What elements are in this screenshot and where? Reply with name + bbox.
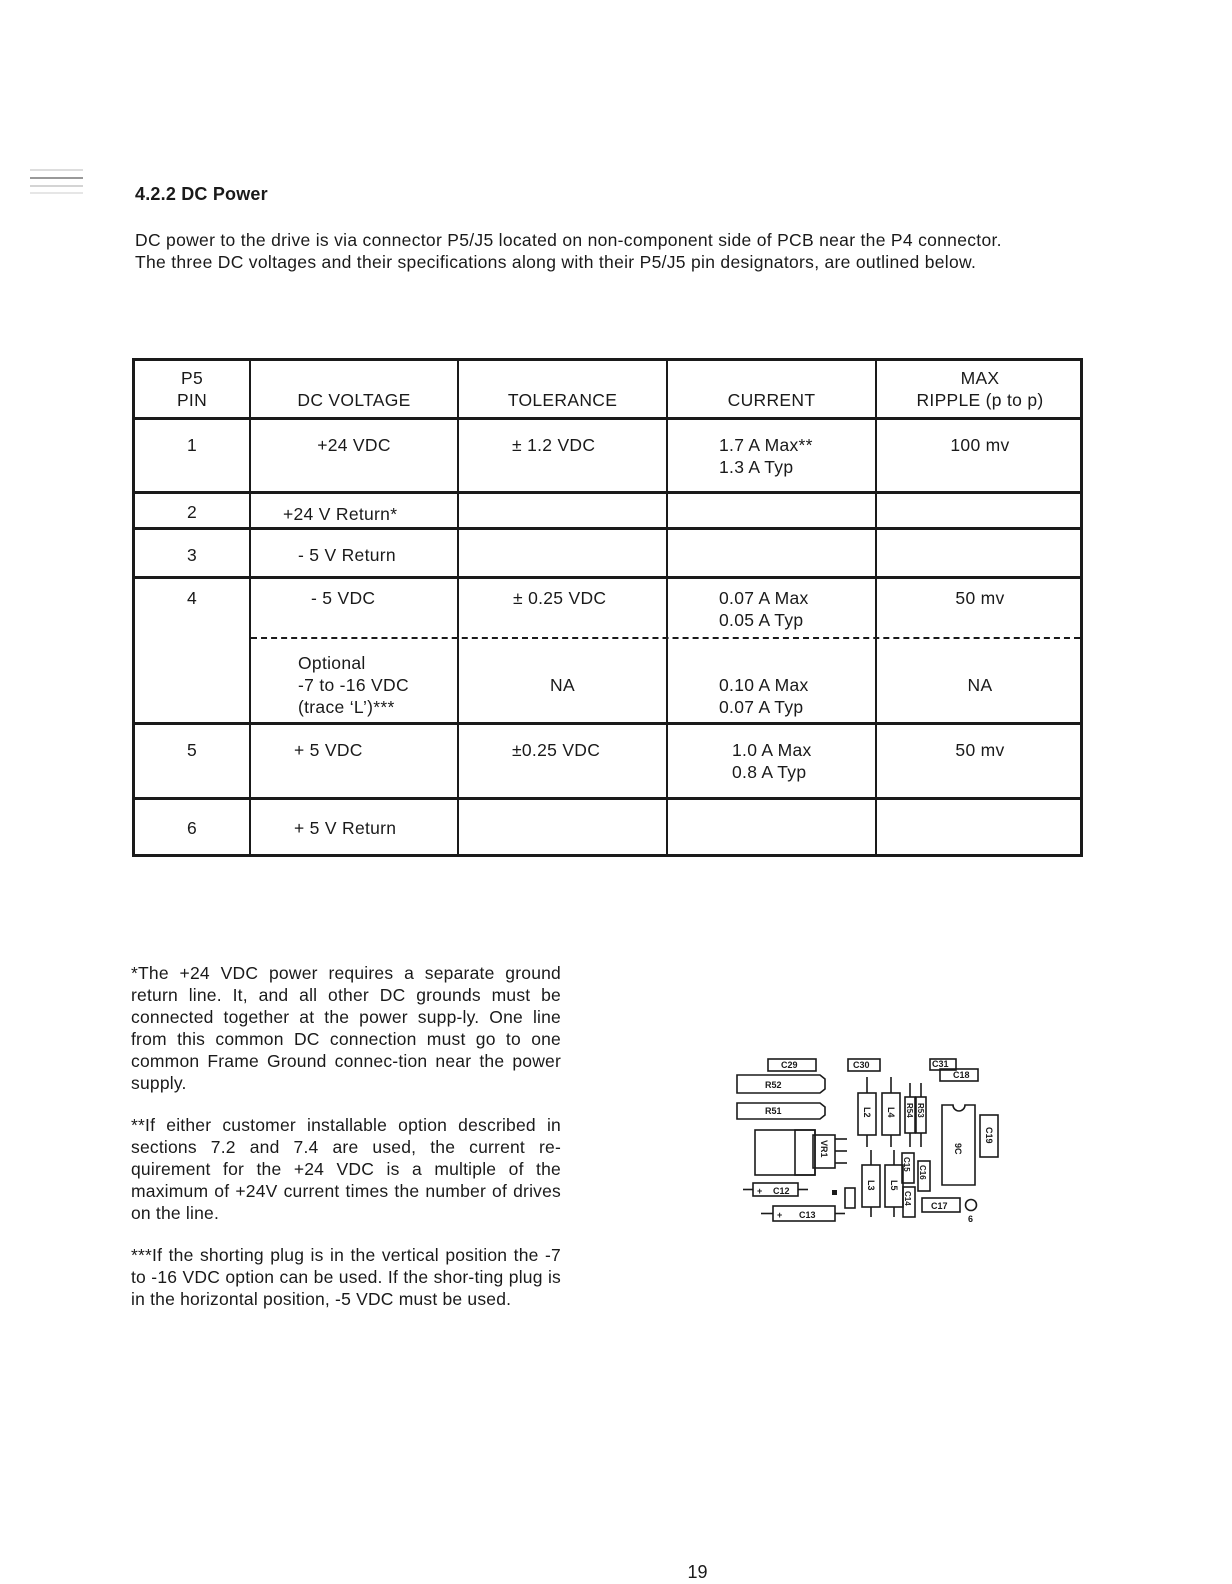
table-cell-tolerance: ±0.25 VDC [512, 740, 601, 760]
table-cell-voltage: +24 V Return* [283, 504, 398, 524]
row-divider [135, 491, 1080, 494]
header-ripple-line1: MAX [960, 368, 1000, 388]
current-typ: 1.3 A Typ [719, 457, 794, 477]
label-c15: C15 [902, 1157, 911, 1172]
dc-power-table [132, 358, 1083, 857]
table-cell-voltage: - 5 V Return [298, 545, 396, 565]
header-ripple [877, 367, 1083, 411]
footnotes [131, 962, 561, 1330]
label-c14: C14 [903, 1191, 912, 1206]
table-cell-voltage: - 5 VDC [311, 588, 376, 608]
optional-trace: (trace ‘L’)*** [298, 697, 395, 717]
header-tolerance: TOLERANCE [507, 390, 618, 410]
row-divider [135, 527, 1080, 530]
pcb-layout-diagram [735, 1055, 1005, 1230]
header-pin-line1: P5 [180, 368, 203, 388]
table-cell-ripple: 100 mv [950, 435, 1010, 455]
column-divider [457, 361, 459, 854]
optional-label: Optional [298, 653, 366, 673]
margin-artifact [28, 158, 88, 208]
footnote-triple-star: ***If the shorting plug is in the vertical position the -7 to -16 VDC option can be used. If the shor-ting plug is in the horizontal position, -5 VDC must be used. [131, 1245, 561, 1309]
header-current: CURRENT [727, 390, 816, 410]
footnote-double-star: **If either customer installable option described in sections 7.2 and 7.4 are used, the current re-quirement for the +24 VDC is a multiple of the maximum of +24V current times the number of drives on the line. [131, 1115, 561, 1223]
label-c29: C29 [781, 1060, 798, 1070]
label-plus-c13: + [777, 1210, 783, 1220]
table-cell-ripple: NA [967, 675, 993, 695]
table-cell-current [719, 674, 809, 718]
current-typ: 0.05 A Typ [719, 610, 804, 630]
table-cell-ripple: 50 mv [955, 588, 1005, 608]
label-c31: C31 [932, 1059, 949, 1069]
row-divider [135, 722, 1080, 725]
table-cell-current [719, 434, 813, 478]
current-max: 0.07 A Max [719, 588, 809, 608]
intro-line-1: DC power to the drive is via connector P5/J5 located on non-component side of PCB near the P4 connector. [135, 230, 1002, 250]
current-max: 1.7 A Max** [719, 435, 813, 455]
table-cell-current [732, 739, 812, 783]
label-c12: C12 [773, 1186, 790, 1196]
header-pin-line2: PIN [176, 390, 208, 410]
table-cell-pin: 3 [186, 545, 198, 565]
table-cell-voltage: + 5 VDC [294, 740, 363, 760]
label-plus-c12: + [757, 1186, 763, 1196]
table-cell-pin: 2 [186, 502, 198, 522]
current-max: 0.10 A Max [719, 675, 809, 695]
table-cell-pin: 5 [186, 740, 198, 760]
header-voltage: DC VOLTAGE [297, 390, 411, 410]
table-cell-tolerance: NA [550, 675, 575, 695]
label-r54: R54 [905, 1103, 914, 1118]
table-cell-pin: 4 [186, 588, 198, 608]
page-number: 19 [687, 1562, 708, 1582]
optional-range: -7 to -16 VDC [298, 675, 409, 695]
current-max: 1.0 A Max [732, 740, 812, 760]
row-divider [135, 797, 1080, 800]
table-cell-tolerance: ± 1.2 VDC [512, 435, 596, 455]
label-c16: C16 [918, 1165, 927, 1180]
table-cell-voltage: + 5 V Return [294, 818, 397, 838]
label-l4: L4 [886, 1107, 896, 1118]
header-ripple-line2: RIPPLE (p to p) [916, 390, 1044, 410]
column-divider [666, 361, 668, 854]
section-heading: 4.2.2 DC Power [135, 184, 268, 204]
label-c9: 9C [953, 1143, 963, 1155]
footnote-single-star: *The +24 VDC power requires a separate ground return line. It, and all other DC grounds must be connected together at the power supp-ly. One line from this common DC connection must go to one common Frame Ground connec-tion near the power supply. [131, 963, 561, 1093]
label-c13: C13 [799, 1210, 816, 1220]
header-pin [135, 367, 249, 411]
table-cell-voltage [298, 652, 409, 718]
label-l3: L3 [866, 1180, 876, 1191]
label-r53: R53 [916, 1103, 925, 1118]
current-typ: 0.07 A Typ [719, 697, 804, 717]
label-r52: R52 [765, 1080, 782, 1090]
table-cell-voltage: +24 VDC [317, 435, 391, 455]
label-c17: C17 [931, 1201, 948, 1211]
dashed-row-divider [251, 637, 1080, 639]
current-typ: 0.8 A Typ [732, 762, 807, 782]
label-vr1: VR1 [819, 1140, 829, 1158]
label-r51: R51 [765, 1106, 782, 1116]
label-l5: L5 [889, 1180, 899, 1191]
table-cell-current [719, 587, 809, 631]
table-cell-pin: 1 [186, 435, 198, 455]
label-c18: C18 [953, 1070, 970, 1080]
row-divider [135, 417, 1080, 420]
intro-paragraph [135, 229, 1105, 273]
label-l2: L2 [862, 1107, 872, 1118]
row-divider [135, 576, 1080, 579]
label-pin6: 6 [968, 1214, 974, 1224]
table-cell-tolerance: ± 0.25 VDC [513, 588, 607, 608]
intro-line-2: The three DC voltages and their specifications along with their P5/J5 pin designators, are outlined below. [135, 252, 977, 272]
table-cell-ripple: 50 mv [955, 740, 1005, 760]
label-c30: C30 [853, 1060, 870, 1070]
label-c19: C19 [984, 1127, 994, 1144]
table-cell-pin: 6 [186, 818, 198, 838]
